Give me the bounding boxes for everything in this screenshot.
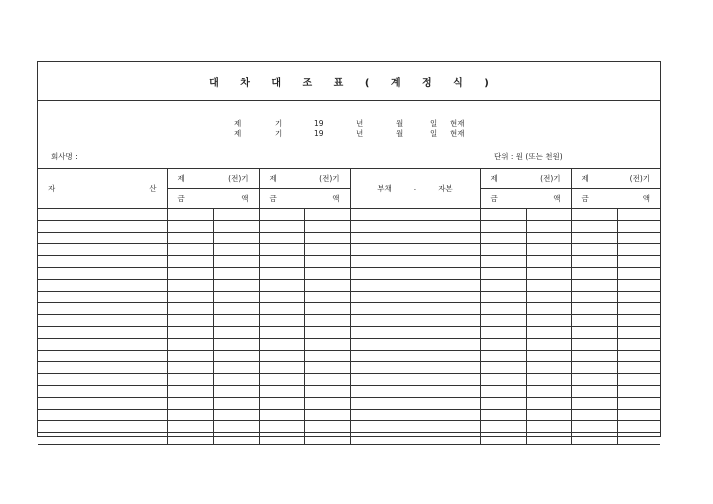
table-cell (167, 338, 213, 350)
period-2-suffix: 현재 (450, 129, 465, 138)
table-cell (167, 244, 213, 256)
assets-current-period-header (167, 169, 259, 189)
table-cell (571, 244, 617, 256)
table-cell (617, 232, 660, 244)
table-cell (617, 220, 660, 232)
table-cell (350, 338, 480, 350)
liabilities-equity-header (350, 169, 480, 209)
table-cell (617, 279, 660, 291)
table-cell (304, 232, 350, 244)
table-cell (350, 421, 480, 433)
period-1-gi: 기 (275, 119, 283, 128)
amount-right: 액 (642, 194, 650, 203)
table-cell (259, 303, 304, 315)
table-cell (350, 362, 480, 374)
table-cell (304, 362, 350, 374)
table-cell (167, 433, 213, 445)
table-cell (38, 397, 167, 409)
table-cell (38, 362, 167, 374)
table-cell (304, 338, 350, 350)
amount-right: 액 (241, 194, 249, 203)
table-cell (38, 256, 167, 268)
period-jeon: (전)기 (629, 174, 650, 183)
table-cell (571, 350, 617, 362)
table-row (38, 315, 660, 327)
table-cell (350, 409, 480, 421)
amount-right: 액 (553, 194, 561, 203)
table-cell (480, 256, 526, 268)
table-cell (526, 209, 571, 221)
table-cell (213, 350, 259, 362)
assets-header (38, 169, 167, 209)
balance-sheet-form (37, 61, 661, 437)
table-cell (259, 397, 304, 409)
table-cell (167, 362, 213, 374)
table-cell (350, 232, 480, 244)
table-cell (617, 338, 660, 350)
table-row (38, 409, 660, 421)
table-cell (526, 244, 571, 256)
table-cell (571, 232, 617, 244)
table-cell (571, 291, 617, 303)
table-cell (526, 326, 571, 338)
table-cell (617, 244, 660, 256)
liabilities-label: 부채 (377, 184, 392, 193)
table-cell (259, 421, 304, 433)
table-cell (350, 433, 480, 445)
table-cell (304, 291, 350, 303)
table-cell (259, 326, 304, 338)
table-row (38, 279, 660, 291)
liabilities-dot: . (413, 183, 417, 192)
table-cell (38, 220, 167, 232)
table-row (38, 374, 660, 386)
liab-current-amount-header (480, 189, 571, 209)
table-cell (571, 421, 617, 433)
table-cell (304, 244, 350, 256)
table-cell (167, 256, 213, 268)
table-cell (526, 385, 571, 397)
table-cell (480, 433, 526, 445)
table-cell (480, 374, 526, 386)
table-cell (617, 409, 660, 421)
table-cell (350, 291, 480, 303)
period-2-year: 19 (314, 129, 324, 138)
table-cell (213, 326, 259, 338)
table-cell (617, 291, 660, 303)
table-cell (259, 244, 304, 256)
table-cell (480, 315, 526, 327)
table-cell (213, 244, 259, 256)
table-cell (480, 244, 526, 256)
period-jeon: (전)기 (228, 174, 249, 183)
table-cell (259, 232, 304, 244)
table-cell (526, 421, 571, 433)
table-cell (304, 421, 350, 433)
table-cell (259, 338, 304, 350)
table-cell (38, 291, 167, 303)
table-cell (480, 291, 526, 303)
table-cell (480, 232, 526, 244)
table-row (38, 397, 660, 409)
table-cell (213, 209, 259, 221)
table-row (38, 338, 660, 350)
table-cell (167, 267, 213, 279)
table-cell (350, 326, 480, 338)
table-cell (526, 433, 571, 445)
table-cell (350, 267, 480, 279)
table-cell (526, 397, 571, 409)
table-cell (571, 385, 617, 397)
assets-prior-period-header (259, 169, 350, 189)
table-cell (526, 267, 571, 279)
table-cell (526, 232, 571, 244)
table-cell (213, 409, 259, 421)
table-cell (38, 421, 167, 433)
table-cell (480, 385, 526, 397)
table-cell (213, 338, 259, 350)
table-cell (38, 315, 167, 327)
table-cell (480, 220, 526, 232)
table-cell (213, 385, 259, 397)
table-cell (167, 397, 213, 409)
table-cell (38, 326, 167, 338)
period-1-prefix: 제 (234, 119, 242, 128)
table-cell (304, 303, 350, 315)
company-label: 회사명 : (51, 152, 78, 161)
table-cell (304, 326, 350, 338)
table-cell (617, 315, 660, 327)
table-cell (259, 315, 304, 327)
table-cell (571, 303, 617, 315)
table-row (38, 362, 660, 374)
table-cell (167, 209, 213, 221)
table-cell (304, 220, 350, 232)
table-cell (571, 374, 617, 386)
table-cell (213, 279, 259, 291)
table-cell (38, 303, 167, 315)
table-cell (571, 433, 617, 445)
period-2-il: 일 (430, 129, 438, 138)
amount-left: 금 (581, 194, 589, 203)
table-row (38, 209, 660, 221)
table-cell (259, 362, 304, 374)
table-cell (617, 374, 660, 386)
table-cell (213, 232, 259, 244)
table-cell (617, 433, 660, 445)
table-cell (213, 421, 259, 433)
table-cell (526, 303, 571, 315)
table-cell (617, 385, 660, 397)
table-cell (571, 279, 617, 291)
assets-prior-amount-header (259, 189, 350, 209)
table-cell (259, 220, 304, 232)
table-cell (304, 315, 350, 327)
table-cell (526, 256, 571, 268)
table-cell (167, 374, 213, 386)
table-cell (571, 209, 617, 221)
table-cell (38, 385, 167, 397)
table-cell (617, 397, 660, 409)
table-cell (167, 315, 213, 327)
table-cell (259, 409, 304, 421)
table-cell (304, 256, 350, 268)
table-cell (617, 362, 660, 374)
period-jeon: (전)기 (319, 174, 340, 183)
table-cell (167, 220, 213, 232)
table-cell (526, 291, 571, 303)
unit-label: 단위 : 원 (또는 천원) (494, 152, 563, 161)
table-cell (480, 397, 526, 409)
equity-label: 자본 (438, 184, 453, 193)
table-cell (259, 267, 304, 279)
period-jeon: (전)기 (540, 174, 561, 183)
table-cell (304, 433, 350, 445)
table-row (38, 244, 660, 256)
table-cell (167, 421, 213, 433)
table-cell (350, 256, 480, 268)
table-cell (304, 397, 350, 409)
table-cell (526, 374, 571, 386)
table-cell (167, 326, 213, 338)
table-row (38, 303, 660, 315)
table-cell (526, 362, 571, 374)
liab-prior-amount-header (571, 189, 660, 209)
table-cell (480, 421, 526, 433)
table-cell (526, 220, 571, 232)
table-cell (167, 232, 213, 244)
table-cell (350, 315, 480, 327)
period-1-nyeon: 년 (356, 119, 364, 128)
table-cell (571, 220, 617, 232)
table-row (38, 291, 660, 303)
amount-left: 금 (177, 194, 185, 203)
table-cell (350, 244, 480, 256)
period-1-wol: 월 (396, 119, 404, 128)
table-cell (617, 421, 660, 433)
period-2-gi: 기 (275, 129, 283, 138)
table-cell (571, 326, 617, 338)
table-cell (571, 362, 617, 374)
period-je: 제 (581, 174, 589, 183)
table-cell (571, 267, 617, 279)
table-cell (167, 279, 213, 291)
table-cell (259, 291, 304, 303)
table-cell (350, 385, 480, 397)
liab-current-period-header (480, 169, 571, 189)
table-cell (38, 244, 167, 256)
period-je: 제 (177, 174, 185, 183)
table-cell (304, 374, 350, 386)
assets-current-amount-header (167, 189, 259, 209)
table-cell (213, 220, 259, 232)
table-cell (350, 374, 480, 386)
assets-header-left: 자 (48, 184, 56, 193)
table-cell (167, 409, 213, 421)
amount-left: 금 (269, 194, 277, 203)
table-cell (617, 326, 660, 338)
table-cell (304, 279, 350, 291)
table-cell (38, 350, 167, 362)
table-cell (38, 267, 167, 279)
table-cell (304, 350, 350, 362)
table-row (38, 350, 660, 362)
table-cell (38, 374, 167, 386)
table-cell (480, 209, 526, 221)
table-cell (213, 256, 259, 268)
table-cell (259, 209, 304, 221)
amount-right: 액 (332, 194, 340, 203)
table-cell (259, 374, 304, 386)
table-cell (213, 267, 259, 279)
period-2-wol: 월 (396, 129, 404, 138)
table-row (38, 433, 660, 445)
table-cell (259, 350, 304, 362)
table-cell (571, 409, 617, 421)
period-2-nyeon: 년 (356, 129, 364, 138)
table-row (38, 232, 660, 244)
amount-left: 금 (490, 194, 498, 203)
table-cell (571, 338, 617, 350)
table-cell (167, 385, 213, 397)
table-cell (259, 256, 304, 268)
period-1-year: 19 (314, 119, 324, 128)
table-cell (167, 303, 213, 315)
table-row (38, 326, 660, 338)
table-cell (213, 315, 259, 327)
table-cell (304, 209, 350, 221)
table-cell (38, 409, 167, 421)
table-row (38, 220, 660, 232)
table-cell (167, 291, 213, 303)
table-cell (480, 303, 526, 315)
table-cell (38, 232, 167, 244)
table-cell (571, 397, 617, 409)
table-cell (350, 350, 480, 362)
period-je: 제 (490, 174, 498, 183)
table-cell (167, 350, 213, 362)
table-row (38, 385, 660, 397)
table-cell (350, 279, 480, 291)
assets-header-right: 산 (149, 184, 157, 193)
table-cell (571, 256, 617, 268)
table-cell (304, 409, 350, 421)
table-cell (350, 397, 480, 409)
table-cell (304, 385, 350, 397)
balance-sheet-table (38, 168, 660, 445)
table-cell (38, 279, 167, 291)
liab-prior-period-header (571, 169, 660, 189)
table-cell (213, 433, 259, 445)
table-cell (617, 350, 660, 362)
table-cell (526, 315, 571, 327)
table-cell (304, 267, 350, 279)
table-cell (38, 338, 167, 350)
table-cell (617, 209, 660, 221)
table-cell (213, 291, 259, 303)
period-je: 제 (269, 174, 277, 183)
table-cell (526, 350, 571, 362)
table-cell (617, 303, 660, 315)
table-cell (259, 433, 304, 445)
table-cell (526, 279, 571, 291)
table-cell (480, 409, 526, 421)
table-cell (526, 409, 571, 421)
table-cell (213, 374, 259, 386)
table-cell (526, 338, 571, 350)
table-cell (38, 433, 167, 445)
table-cell (350, 303, 480, 315)
table-cell (38, 209, 167, 221)
table-cell (350, 209, 480, 221)
table-cell (213, 362, 259, 374)
table-cell (480, 326, 526, 338)
table-cell (480, 350, 526, 362)
table-cell (480, 267, 526, 279)
table-row (38, 256, 660, 268)
table-row (38, 267, 660, 279)
table-cell (480, 279, 526, 291)
table-cell (259, 385, 304, 397)
table-row (38, 421, 660, 433)
table-cell (350, 220, 480, 232)
table-cell (259, 279, 304, 291)
table-cell (571, 315, 617, 327)
table-cell (213, 397, 259, 409)
period-1-suffix: 현재 (450, 119, 465, 128)
title-row (38, 62, 660, 101)
table-cell (480, 362, 526, 374)
table-cell (480, 338, 526, 350)
page-title: 대 차 대 조 표 ( 계 정 식 ) (209, 77, 498, 89)
period-1-il: 일 (430, 119, 438, 128)
period-2-prefix: 제 (234, 129, 242, 138)
table-cell (617, 256, 660, 268)
table-cell (213, 303, 259, 315)
table-cell (617, 267, 660, 279)
